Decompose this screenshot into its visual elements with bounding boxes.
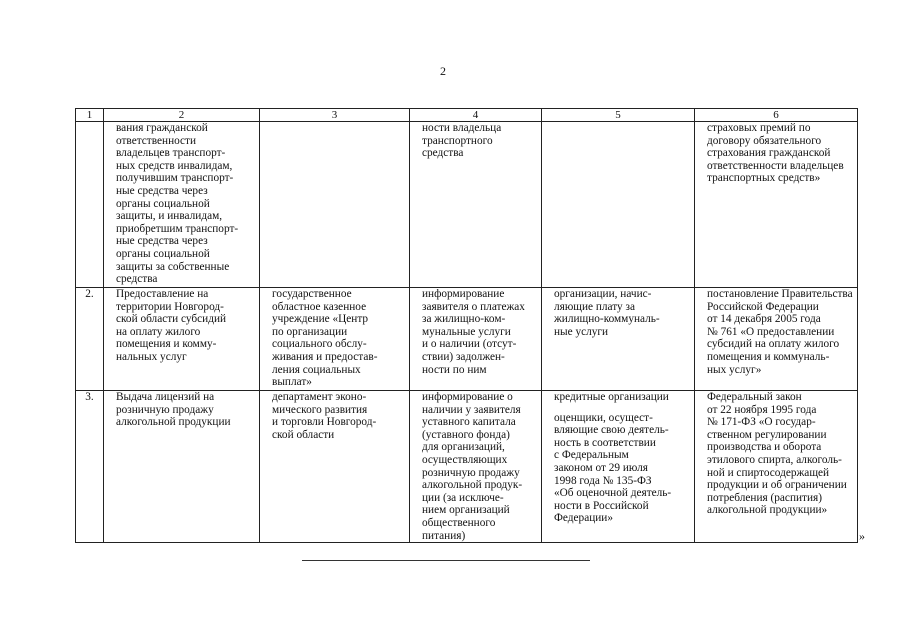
text-line: ления социальных — [272, 363, 361, 376]
cell-executor — [260, 391, 410, 543]
provider-credit-organizations — [554, 391, 688, 404]
text-line: на оплату жилого — [116, 325, 201, 338]
cell-executor — [260, 122, 410, 288]
text-line: наличии у заявителя — [422, 403, 521, 416]
text-line: питания) — [422, 529, 466, 542]
text-line: алкогольной продукции» — [707, 504, 828, 517]
text-line: ской области — [272, 428, 335, 441]
text-line: ляющие плату за — [554, 300, 635, 313]
table-row — [76, 122, 858, 288]
header-col-4: 4 — [410, 109, 542, 122]
text-line: органы социальной — [116, 247, 210, 260]
text-line: и торговли Новгород- — [272, 416, 377, 429]
text-line: ные услуги — [554, 325, 609, 338]
text-line: государственное — [272, 288, 352, 300]
text-line: защиты за собственные — [116, 260, 230, 273]
text-line: с Федеральным — [554, 449, 629, 462]
text-line: ответственности — [116, 134, 197, 147]
text-line: нием организаций — [422, 504, 510, 517]
text-line: от 14 декабря 2005 года — [707, 313, 821, 326]
text-line: алкогольной продукции — [116, 416, 231, 429]
text-line: организации, начис- — [554, 288, 652, 300]
text-line: областное казенное — [272, 300, 367, 313]
cell-provider — [542, 288, 695, 391]
text-line: ные средства через — [116, 235, 208, 248]
text-line: от 22 ноября 1995 года — [707, 403, 817, 416]
text-line: № 171-ФЗ «О государ- — [707, 416, 816, 429]
text-line: № 761 «О предоставлении — [707, 325, 835, 338]
text-line: ных средств инвалидам, — [116, 159, 233, 172]
cell-legal-basis — [695, 391, 858, 543]
text-line: осуществляющих — [422, 453, 508, 466]
cell-provider — [542, 391, 695, 543]
header-col-3: 3 — [260, 109, 410, 122]
header-col-1: 1 — [76, 109, 104, 122]
text-line: транспортных средств» — [707, 172, 821, 185]
page-number: 2 — [440, 64, 446, 78]
text-line: ской области субсидий — [116, 313, 227, 326]
text-line: департамент эконо- — [272, 391, 367, 403]
header-col-5: 5 — [542, 109, 695, 122]
text-line: мического развития — [272, 403, 368, 416]
text-line: страхования гражданской — [707, 147, 831, 160]
table-row — [76, 288, 858, 391]
text-line: получившим транспорт- — [116, 172, 234, 185]
text-line: розничную продажу — [422, 466, 520, 479]
separator-line — [302, 560, 590, 561]
text-line: транспортного — [422, 134, 493, 147]
text-line: Федерации» — [554, 512, 613, 525]
text-line: социального обслу- — [272, 338, 367, 351]
provider-appraisers — [554, 412, 688, 525]
text-line: нальных услуг — [116, 350, 187, 363]
text-line: органы социальной — [116, 197, 210, 210]
text-line: законом от 29 июля — [554, 461, 648, 474]
text-line: Федеральный закон — [707, 391, 802, 403]
text-line: ответственности владельцев — [707, 159, 844, 172]
text-line: ственном регулировании — [707, 428, 827, 441]
text-line: ции (за исключе- — [422, 491, 504, 504]
text-line: помещения и коммуналь- — [707, 350, 830, 363]
text-line: договору обязательного — [707, 134, 822, 147]
services-table — [75, 108, 858, 543]
text-line: учреждение «Центр — [272, 313, 369, 326]
text-line: за жилищно-ком- — [422, 313, 506, 326]
text-line: кредитные организации — [554, 391, 669, 403]
text-line: алкогольной продук- — [422, 479, 523, 492]
text-line: жилищно-коммуналь- — [554, 313, 660, 326]
header-col-2: 2 — [104, 109, 260, 122]
cell-legal-basis — [695, 288, 858, 391]
text-line: мунальные услуги — [422, 325, 511, 338]
cell-service — [104, 288, 260, 391]
text-line: (уставного фонда) — [422, 428, 510, 441]
text-line: уставного капитала — [422, 416, 516, 429]
text-line: оценщики, осущест- — [554, 411, 653, 424]
cell-service — [104, 122, 260, 288]
text-line: «Об оценочной деятель- — [554, 487, 672, 500]
text-line: вания гражданской — [116, 122, 208, 134]
text-line: ности по ним — [422, 363, 487, 376]
text-line: информирование — [422, 288, 505, 300]
text-line: вляющие свою деятель- — [554, 424, 669, 437]
cell-information — [410, 288, 542, 391]
text-line: приобретшим транспорт- — [116, 222, 239, 235]
row-number: 2. — [76, 288, 104, 391]
text-line: ности в Российской — [554, 499, 649, 512]
text-line: средства — [116, 273, 158, 286]
text-line: защиты, и инвалидам, — [116, 210, 223, 223]
cell-executor — [260, 288, 410, 391]
text-line: для организаций, — [422, 441, 505, 454]
text-line: Предоставление на — [116, 288, 209, 300]
cell-information — [410, 122, 542, 288]
text-line: ных услуг» — [707, 363, 762, 376]
cell-information — [410, 391, 542, 543]
text-line: потребления (распития) — [707, 491, 822, 504]
table-row — [76, 391, 858, 543]
text-line: и о наличии (отсут- — [422, 338, 517, 351]
text-line: страховых премий по — [707, 122, 811, 134]
text-line: средства — [422, 147, 464, 160]
text-line: ствии) задолжен- — [422, 350, 505, 363]
header-col-6: 6 — [695, 109, 858, 122]
text-line: 1998 года № 135-ФЗ — [554, 474, 652, 487]
text-line: владельцев транспорт- — [116, 147, 226, 160]
row-number — [76, 122, 104, 288]
text-line: помещения и комму- — [116, 338, 217, 351]
text-line: общественного — [422, 516, 496, 529]
text-line: производства и оборота — [707, 441, 822, 454]
text-line: субсидий на оплату жилого — [707, 338, 840, 351]
text-line: розничную продажу — [116, 403, 214, 416]
text-line: этилового спирта, алкоголь- — [707, 453, 842, 466]
text-line: ность в соответствии — [554, 436, 656, 449]
text-line: постановление Правительства — [707, 288, 853, 300]
text-line: ной и спиртосодержащей — [707, 466, 830, 479]
text-line: территории Новгород- — [116, 300, 224, 313]
cell-provider — [542, 122, 695, 288]
text-line: заявителя о платежах — [422, 300, 525, 313]
cell-legal-basis — [695, 122, 858, 288]
closing-quote: » — [859, 529, 865, 543]
cell-service — [104, 391, 260, 543]
text-line: по организации — [272, 325, 348, 338]
table-header-row — [76, 109, 858, 122]
text-line: живания и предостав- — [272, 350, 378, 363]
text-line: ности владельца — [422, 122, 502, 134]
text-line: информирование о — [422, 391, 513, 403]
text-line: ные средства через — [116, 184, 208, 197]
text-line: Российской Федерации — [707, 300, 819, 313]
text-line: продукции и об ограничении — [707, 479, 847, 492]
row-number: 3. — [76, 391, 104, 543]
text-line: выплат» — [272, 376, 312, 389]
text-line: Выдача лицензий на — [116, 391, 215, 403]
